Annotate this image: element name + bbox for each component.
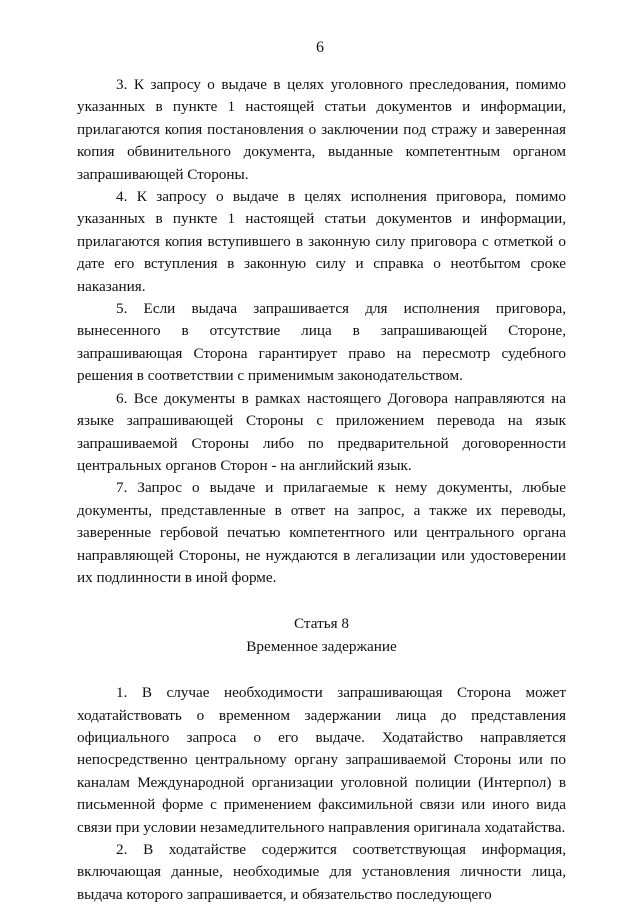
page-number: 6 xyxy=(316,39,324,56)
paragraph-7-7: 7. Запрос о выдаче и прилагаемые к нему документы, любые документы, представленные в ответ на запрос, а также их переводы, заверенные гербовой печатью компетентного или центрального органа направляющей Стороны, не нуждаются в легализации или удостоверении их подлинности в иной форме. xyxy=(77,479,566,586)
article-number: Статья 8 xyxy=(293,615,350,633)
paragraph-8-1: 1. В случае необходимости запрашивающая Сторона может ходатайствовать о временном задержании лица до представления официального запроса о его выдаче. Ходатайство направляется непосредственно центральному органу запрашиваемой Стороны или по каналам Международной организации уголовной полиции (Интерпол) в письменной форме с применением факсимильной связи или иного вида связи при условии незамедлительного направления оригинала ходатайства. xyxy=(77,684,566,836)
paragraph-7-3: 3. К запросу о выдаче в целях уголовного преследования, помимо указанных в пункте 1 настоящей статьи документов и информации, прилагаются копия постановления о заключении под стражу и заверенная копия обвинительного документа, выданные компетентным органом запрашивающей Стороны. xyxy=(77,76,566,183)
paragraph-8-2: 2. В ходатайстве содержится соответствующая информация, включающая данные, необходимые для установления личности лица, выдача которого запрашивается, и обязательство последующего xyxy=(77,841,566,903)
article-title: Временное задержание xyxy=(246,637,397,655)
paragraph-7-5: 5. Если выдача запрашивается для исполнения приговора, вынесенного в отсутствие лица в запрашивающей Стороне, запрашивающая Сторона гарантирует право на пересмотр судебного решения в соответствии с применимым законодательством. xyxy=(77,300,566,385)
document-body xyxy=(77,74,566,906)
paragraph-7-6: 6. Все документы в рамках настоящего Договора направляются на языке запрашивающей Стороны с приложением перевода на язык запрашиваемой Стороны либо по предварительной договоренности центральных органов Сторон - на английский язык. xyxy=(77,389,566,474)
paragraph-7-4: 4. К запросу о выдаче в целях исполнения приговора, помимо указанных в пункте 1 настоящей статьи документов и информации, прилагаются копия вступившего в законную силу приговора с отметкой о дате его вступления в законную силу и справка о неотбытом сроке наказания. xyxy=(77,188,566,295)
